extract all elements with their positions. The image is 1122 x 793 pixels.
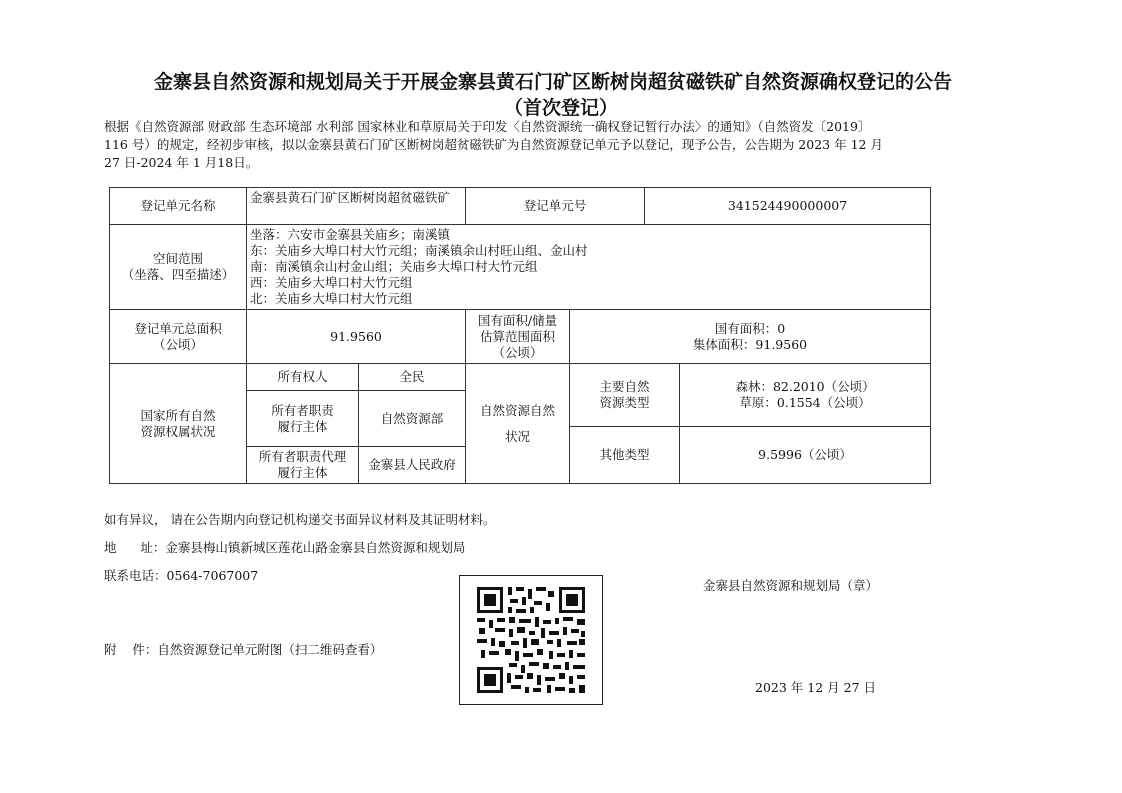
- ownership-label: [110, 364, 247, 484]
- unit-name-value: 金寨县黄石门矿区断树岗超贫磁铁矿: [247, 188, 466, 225]
- scope-line: 南：南溪镇余山村金山组；关庙乡大埠口村大竹元组: [250, 259, 538, 274]
- natural-status-label: [466, 364, 570, 484]
- agent-label-line: 所有者职责代理: [258, 449, 347, 464]
- table-row: [110, 310, 931, 364]
- total-area-label-line: （公顷）: [152, 336, 203, 352]
- table-row: [110, 188, 931, 225]
- address-value: 金寨县梅山镇新城区莲花山路金寨县自然资源和规划局: [165, 540, 466, 555]
- issue-date: 2023 年 12 月 27 日: [755, 680, 876, 695]
- main-type-label-line: 资源类型: [599, 395, 650, 410]
- total-area-label-line: 登记单元总面积: [134, 320, 222, 336]
- qr-code[interactable]: [459, 575, 603, 705]
- agent-value: 金寨县人民政府: [359, 447, 466, 484]
- intro-line-2: 116 号）的规定，经初步审核，拟以金寨县黄石门矿区断树岗超贫磁铁矿为自然资源登记单元予以登记，现予公告，公告期为 2023 年 12 月: [104, 137, 883, 152]
- attachment-note: 附 件：自然资源登记单元附图（扫二维码查看）: [104, 642, 383, 657]
- intro-line-3: 27 日-2024 年 1 月18日。: [104, 155, 259, 170]
- address-label: 地 址：: [104, 540, 166, 555]
- scope-line: 西：关庙乡大埠口村大竹元组: [250, 275, 413, 290]
- scope-label-line: 空间范围: [152, 251, 203, 266]
- qr-code-icon: [460, 576, 602, 704]
- scope-value: [247, 225, 931, 310]
- agent-label-line: 履行主体: [277, 465, 328, 480]
- objection-note: 如有异议， 请在公告期内向登记机构递交书面异议材料及其证明材料。: [104, 512, 496, 527]
- natural-status-label-line: 状况: [505, 428, 531, 444]
- estimate-area-label-line: 国有面积/储量: [477, 312, 558, 328]
- estimate-area-label-line: （公顷）: [492, 344, 543, 360]
- natural-status-label-line: 自然资源自然: [480, 402, 556, 418]
- unit-no-value: 341524490000007: [645, 188, 931, 225]
- duty-label-line: 履行主体: [277, 418, 328, 434]
- estimate-area-value: [570, 310, 931, 364]
- state-area: 国有面积：0: [714, 320, 786, 336]
- collective-area: 集体面积：91.9560: [692, 336, 808, 352]
- grassland-area: 草原：0.1554（公顷）: [739, 395, 871, 410]
- total-area-value: 91.9560: [247, 310, 466, 364]
- duty-label-line: 所有者职责: [271, 402, 334, 418]
- unit-no-label: 登记单元号: [466, 188, 645, 225]
- estimate-area-label: [466, 310, 570, 364]
- issuer-seal-text: 金寨县自然资源和规划局（章）: [703, 578, 879, 593]
- duty-value: 自然资源部: [359, 391, 466, 447]
- ownership-label-line: 资源权属状况: [140, 423, 216, 439]
- scope-line: 北：关庙乡大埠口村大竹元组: [250, 291, 413, 306]
- notice-subtitle: （首次登记）: [503, 97, 618, 119]
- total-area-label: [110, 310, 247, 364]
- main-type-label-line: 主要自然: [599, 379, 650, 394]
- intro-line-1: 根据《自然资源部 财政部 生态环境部 水利部 国家林业和草原局关于印发〈自然资源统一确权登记暂行办法〉的通知》（自然资发〔2019〕: [104, 119, 871, 134]
- intro-paragraph: [104, 118, 954, 172]
- table-row: [110, 225, 931, 310]
- other-type-value: 9.5996（公顷）: [680, 427, 931, 484]
- forest-area: 森林：82.2010（公顷）: [735, 379, 875, 394]
- registration-table: [109, 187, 931, 484]
- estimate-area-label-line: 估算范围面积: [480, 328, 556, 344]
- scope-label-line: （坐落、四至描述）: [121, 267, 235, 282]
- scope-line: 坐落：六安市金寨县关庙乡；南溪镇: [250, 227, 451, 242]
- table-row: [110, 364, 931, 391]
- duty-label: [247, 391, 359, 447]
- main-type-label: [570, 364, 680, 427]
- main-type-value: [680, 364, 931, 427]
- agent-label: [247, 447, 359, 484]
- address-line: [104, 538, 465, 556]
- contact-phone: 联系电话：0564-7067007: [104, 568, 259, 583]
- other-type-label: 其他类型: [570, 427, 680, 484]
- unit-name-label: 登记单元名称: [110, 188, 247, 225]
- ownership-label-line: 国家所有自然: [140, 407, 216, 423]
- owner-value: 全民: [359, 364, 466, 391]
- scope-line: 东：关庙乡大埠口村大竹元组；南溪镇余山村旺山组、金山村: [250, 243, 588, 258]
- owner-label: 所有权人: [247, 364, 359, 391]
- scope-label: [110, 225, 247, 310]
- notice-title: 金寨县自然资源和规划局关于开展金寨县黄石门矿区断树岗超贫磁铁矿自然资源确权登记的公告: [153, 71, 952, 93]
